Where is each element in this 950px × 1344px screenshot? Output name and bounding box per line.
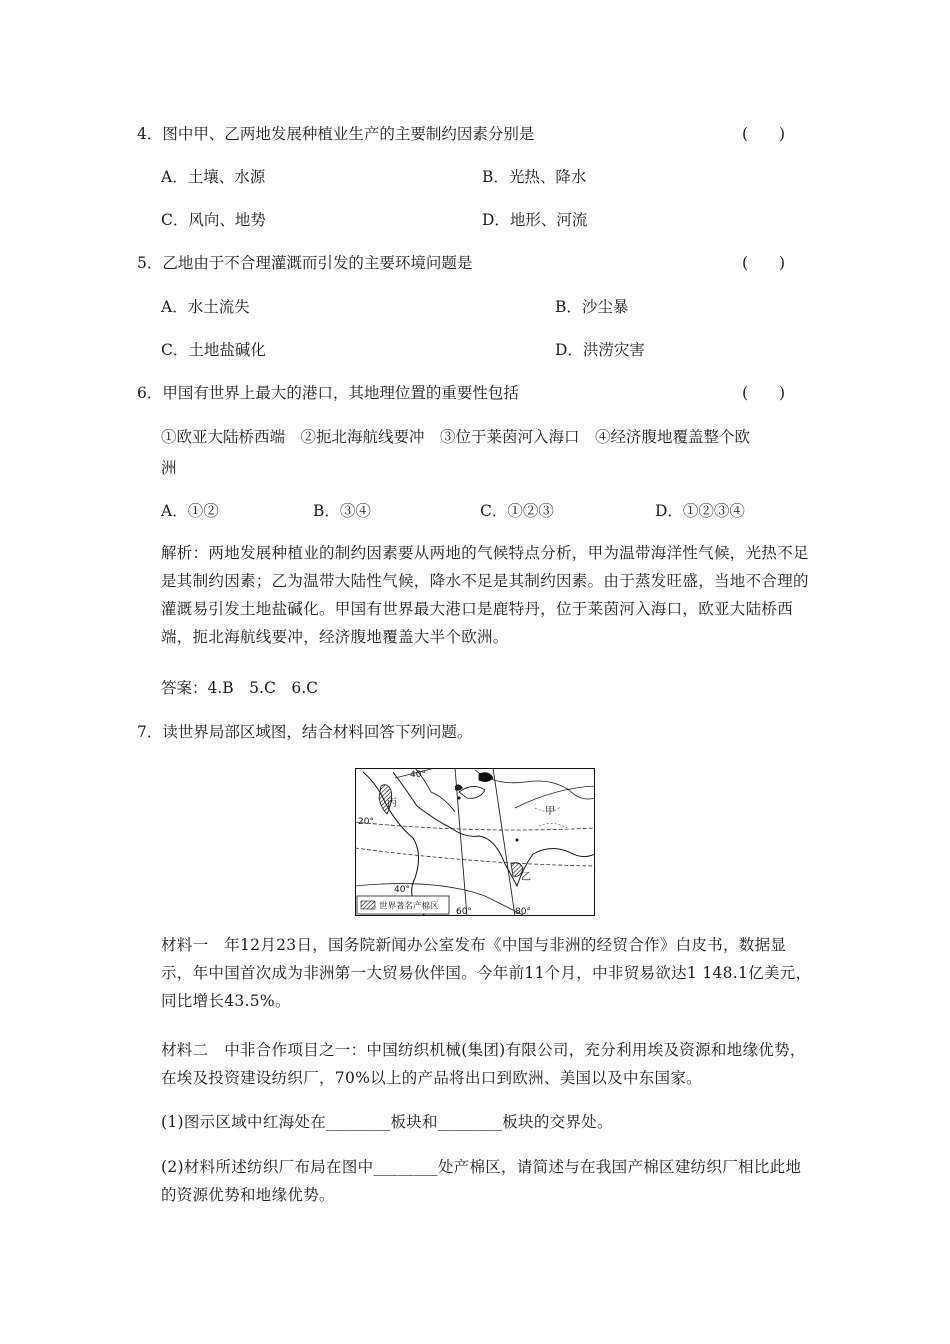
regional-map-figure: [355, 768, 595, 916]
q6-items-line1: ①欧亚大陆桥西端 ②扼北海航线要冲 ③位于莱茵河入海口 ④经济腹地覆盖整个欧: [161, 428, 751, 446]
map-label-jia: 甲: [545, 806, 555, 817]
map-legend-label: 世界著名产棉区: [379, 901, 439, 912]
map-label-bing: 丙: [387, 798, 397, 809]
q4-answer-paren: ( ): [742, 125, 786, 143]
q6-stem: 6．甲国有世界上最大的港口，其地理位置的重要性包括: [137, 384, 519, 402]
q7-stem: 7．读世界局部区域图，结合材料回答下列问题。: [137, 723, 473, 741]
material-one-paragraph: 材料一 年12月23日，国务院新闻办公室发布《中国与非洲的经贸合作》白皮书，数据显示，年中国首次成为非洲第一大贸易伙伴国。今年前11个月，中非贸易欲达1 148.1亿美元，同比增长43.5%。: [161, 936, 812, 1010]
analysis-paragraph: 解析：两地发展种植业的制约因素要从两地的气候特点分析，甲为温带海洋性气候，光热不足是其制约因素；乙为温带大陆性气候，降水不足是其制约因素。由于蒸发旺盛，当地不合理的灌溉易引发土地盐碱化。甲国有世界最大港口是鹿特丹，位于莱茵河入海口，欧亚大陆桥西端，扼北海航线要冲，经济腹地覆盖大半个欧洲。: [161, 544, 809, 646]
map-label-lat20: 20°: [358, 817, 374, 827]
q6-option-c: C．①②③: [480, 502, 554, 520]
q4-option-a: A．土壤、水源: [161, 168, 266, 186]
q6-option-d: D．①②③④: [655, 502, 745, 520]
q4-option-b: B．光热、降水: [482, 168, 587, 186]
q7-subquestion-2: (2)材料所述纺织厂布局在图中________处产棉区，请简述与在我国产棉区建纺织厂相比此地的资源优势和地缘优势。: [161, 1158, 802, 1204]
q5-stem: 5．乙地由于不合理灌溉而引发的主要环境问题是: [137, 254, 473, 272]
map-label-lon80: 80°: [515, 907, 531, 916]
q5-option-d: D．洪涝灾害: [555, 341, 645, 359]
map-label-lat40-bottom: 40°: [394, 885, 410, 895]
q5-option-c: C．土地盐碱化: [161, 341, 266, 359]
q5-option-b: B．沙尘暴: [555, 298, 629, 316]
q6-answer-paren: ( ): [742, 384, 786, 402]
material-two-paragraph: 材料二 中非合作项目之一：中国纺织机械(集团)有限公司，充分利用埃及资源和地缘优势，在埃及投资建设纺织厂，70%以上的产品将出口到欧洲、美国以及中东国家。: [161, 1041, 806, 1087]
map-label-lon60: 60°: [456, 907, 472, 916]
q7-subquestion-1: (1)图示区域中红海处在________板块和________板块的交界处。: [161, 1113, 613, 1131]
q6-items-line2: 洲: [161, 459, 177, 477]
q5-option-a: A．水土流失: [161, 298, 250, 316]
legend-hatch-swatch: [361, 901, 375, 909]
map-label-lat40-top: 40°: [410, 770, 426, 780]
answer-line: 答案：4.B 5.C 6.C: [161, 679, 318, 697]
q6-option-a: A．①②: [161, 502, 219, 520]
q4-option-c: C．风向、地势: [161, 211, 266, 229]
q4-stem: 4．图中甲、乙两地发展种植业生产的主要制约因素分别是: [137, 125, 535, 143]
q5-answer-paren: ( ): [742, 254, 786, 272]
q4-option-d: D．地形、河流: [482, 211, 588, 229]
map-label-yi: 乙: [521, 872, 531, 883]
q6-option-b: B．③④: [313, 502, 371, 520]
